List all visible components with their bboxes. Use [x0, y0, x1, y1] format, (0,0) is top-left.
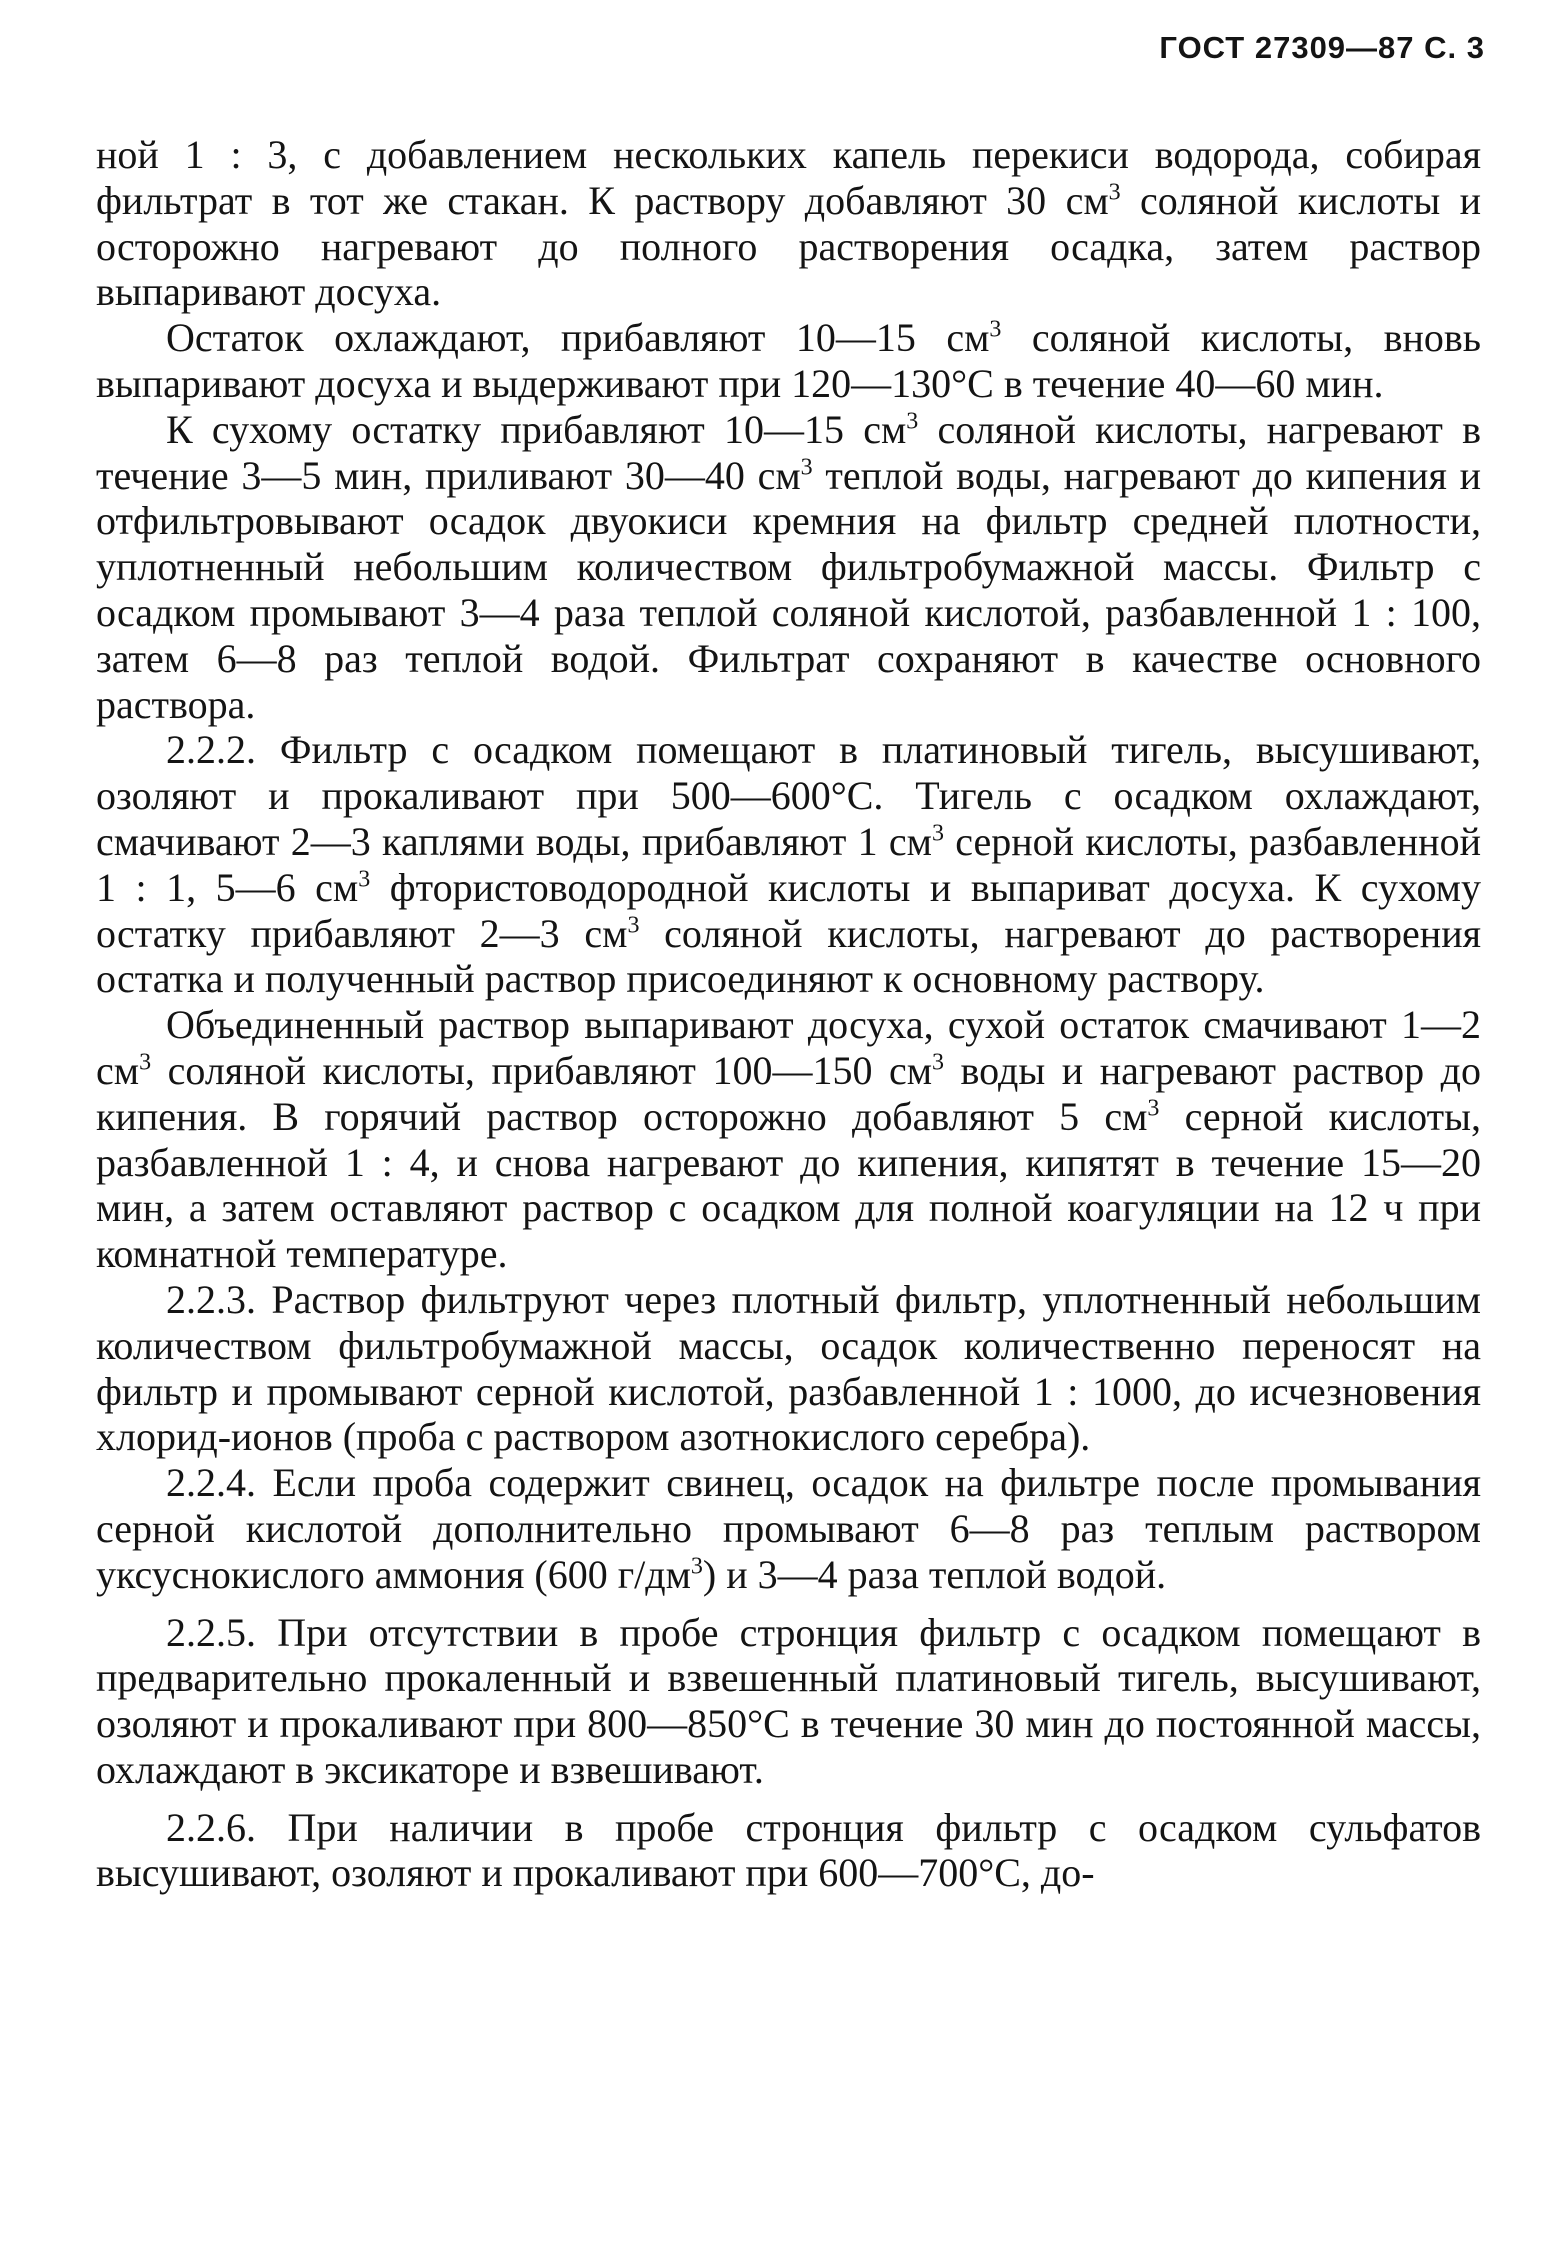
- document-body: [96, 132, 1481, 1896]
- paragraph-2-2-5: 2.2.5. При отсутствии в пробе стронция фильтр с осадком помещают в предварительно прокаленный и взвешенный платиновый тигель, высушивают, озоляют и прокаливают при 800—850°С в течение 30 мин до постоянной массы, охлаждают в эксикаторе и взвешивают.: [96, 1609, 1481, 1792]
- paragraph-continuation: ной 1 : 3, с добавлением нескольких капель перекиси водорода, собирая фильтрат в тот же стакан. К раствору добавляют 30 $см^3$ соляной кислоты и осторожно нагревают до полного растворения осадка, затем раствор выпаривают досуха.: [96, 132, 1481, 315]
- paragraph-2-2-3: 2.2.3. Раствор фильтруют через плотный фильтр, уплотненный небольшим количеством фильтробумажной массы, осадок количественно переносят на фильтр и промывают серной кислотой, разбавленной 1 : 1000, до исчезновения хлорид-ионов (проба с раствором азотнокислого серебра).: [96, 1276, 1481, 1460]
- paragraph-combined-solution: Объединенный раствор выпаривают досуха, сухой остаток смачивают 1—2 $см^3$ соляной кислоты, прибавляют 100—150 $см^3$ воды и нагревают раствор до кипения. В горячий раствор осторожно добавляют 5 $см^3$ серной кислоты, разбавленной 1 : 4, и снова нагревают до кипения, кипятят в течение 15—20 мин, а затем оставляют раствор с осадком для полной коагуляции на 12 ч при комнатной температуре.: [96, 1002, 1481, 1277]
- running-header: ГОСТ 27309—87 С. 3: [1159, 30, 1485, 65]
- paragraph-dry-residue: К сухому остатку прибавляют 10—15 $см^3$ соляной кислоты, нагревают в течение 3—5 мин, приливают 30—40 $см^3$ теплой воды, нагревают до кипения и отфильтровывают осадок двуокиси кремния на фильтр средней плотности, уплотненный небольшим количеством фильтробумажной массы. Фильтр с осадком промывают 3—4 раза теплой соляной кислотой, разбавленной 1 : 100, затем 6—8 раз теплой водой. Фильтрат сохраняют в качестве основного раствора.: [96, 406, 1482, 727]
- paragraph-2-2-2: 2.2.2. Фильтр с осадком помещают в платиновый тигель, высушивают, озоляют и прокаливают при 500—600°С. Тигель с осадком охлаждают, смачивают 2—3 каплями воды, прибавляют 1 $см^3$ серной кислоты, разбавленной 1 : 1, 5—6 $см^3$ фтористоводородной кислоты и выпариват досуха. К сухому остатку прибавляют 2—3 $см^3$ соляной кислоты, нагревают до растворения остатка и полученный раствор присоединяют к основному раствору.: [96, 727, 1482, 1002]
- paragraph-2-2-6: 2.2.6. При наличии в пробе стронция фильтр с осадком сульфатов высушивают, озоляют и прокаливают при 600—700°С, до-: [96, 1804, 1481, 1896]
- paragraph-2-2-4: 2.2.4. Если проба содержит свинец, осадок на фильтре после промывания серной кислотой дополнительно промывают 6—8 раз теплым раствором уксуснокислого аммония (600 $г/дм^3$) и 3—4 раза теплой водой.: [96, 1460, 1481, 1597]
- paragraph-residue-cooling: Остаток охлаждают, прибавляют 10—15 $см^3$ соляной кислоты, вновь выпаривают досуха и выдерживают при 120—130°С в течение 40—60 мин.: [96, 315, 1482, 406]
